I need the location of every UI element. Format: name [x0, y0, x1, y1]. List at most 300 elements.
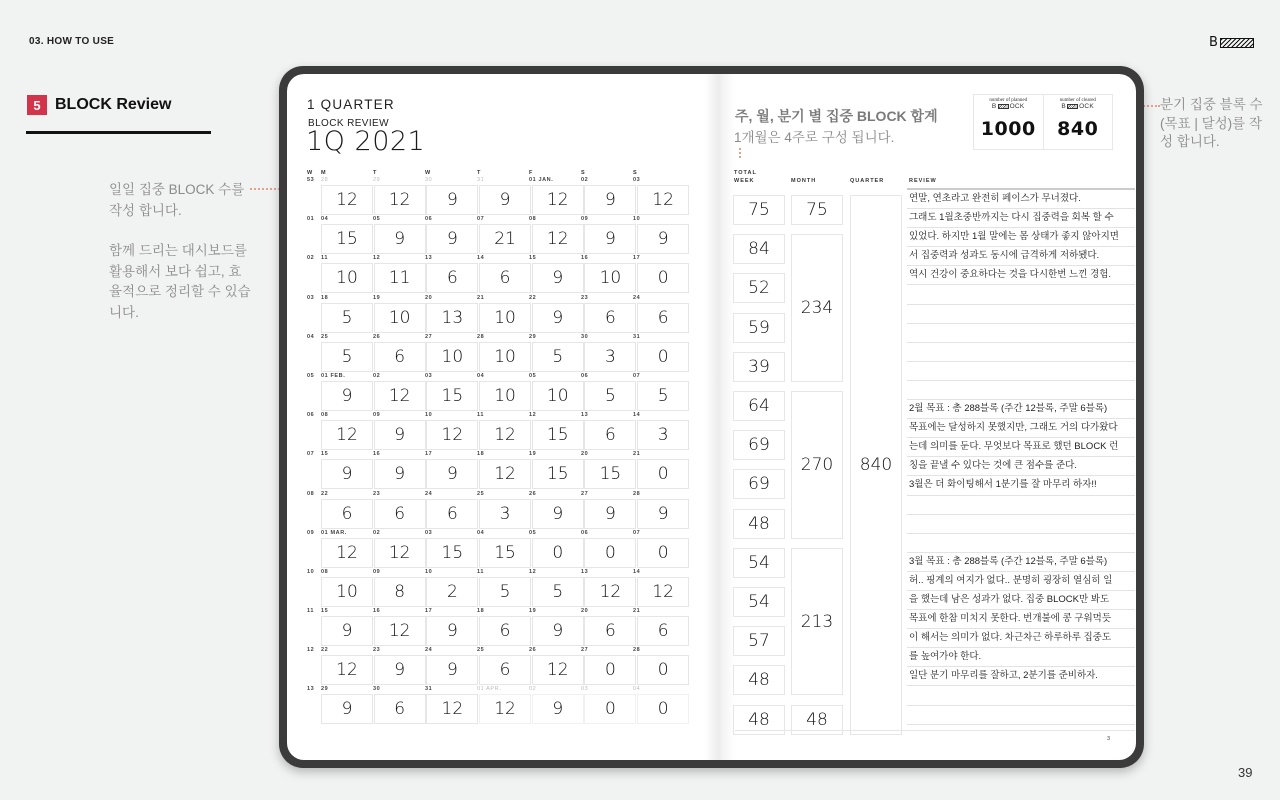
daily-block-count-cell[interactable]: 0 [584, 538, 636, 568]
daily-block-count-cell[interactable]: 12 [532, 224, 584, 254]
review-line[interactable]: 일단 분기 마무리를 잘하고, 2분기를 준비하자. [907, 667, 1135, 686]
review-line[interactable] [907, 362, 1135, 381]
date-label: 17 [633, 255, 641, 262]
calendar-week-row [307, 686, 690, 725]
date-label: 10 [425, 568, 433, 575]
daily-block-count-cell[interactable]: 6 [637, 303, 689, 333]
date-label: 29 [321, 686, 329, 693]
daily-block-count-cell[interactable]: 9 [532, 303, 584, 333]
daily-block-count-cell[interactable]: 12 [321, 538, 373, 568]
review-line[interactable]: 연말, 연초라고 완전히 페이스가 무너졌다. [907, 190, 1135, 209]
week-total-cell[interactable]: 52 [733, 273, 785, 303]
block-count-row [321, 694, 690, 724]
day-header: W [425, 170, 431, 176]
cleared-blocks-stat [1043, 95, 1113, 149]
daily-block-count-cell[interactable]: 0 [584, 694, 636, 724]
date-label: 18 [477, 608, 485, 615]
review-line[interactable] [907, 285, 1135, 304]
daily-block-count-cell[interactable]: 5 [321, 303, 373, 333]
daily-block-count-cell[interactable]: 5 [532, 342, 584, 372]
daily-block-count-cell[interactable]: 5 [321, 342, 373, 372]
date-label: 21 [477, 294, 485, 301]
daily-block-count-cell[interactable]: 12 [374, 381, 426, 411]
daily-block-count-cell[interactable]: 12 [479, 459, 531, 489]
daily-block-count-cell[interactable]: 9 [584, 185, 636, 215]
totals-subtitle: 1개월은 4주로 구성 됩니다. [734, 130, 895, 145]
quarter-stats-box [973, 94, 1113, 150]
page-gutter [705, 74, 735, 760]
daily-block-count-cell[interactable]: 6 [426, 263, 478, 293]
calendar-week-row [307, 255, 690, 294]
review-line[interactable] [907, 324, 1135, 343]
daily-block-count-cell[interactable]: 10 [321, 263, 373, 293]
week-number: 01 [307, 216, 315, 223]
quarter-label: 1 QUARTER [307, 97, 395, 112]
review-line[interactable] [907, 305, 1135, 324]
review-line[interactable]: 칭을 끝낼 수 있다는 것에 큰 점수를 준다. [907, 457, 1135, 476]
daily-block-count-cell[interactable]: 11 [374, 263, 426, 293]
daily-block-count-cell[interactable]: 10 [479, 342, 531, 372]
daily-block-count-cell[interactable]: 12 [374, 538, 426, 568]
date-label: 19 [529, 451, 537, 458]
daily-block-count-cell[interactable]: 9 [374, 224, 426, 254]
month-total-cell[interactable]: 48 [791, 705, 843, 735]
daily-block-count-cell[interactable]: 9 [637, 499, 689, 529]
date-label: 27 [425, 333, 433, 340]
daily-block-count-cell[interactable]: 9 [374, 655, 426, 685]
daily-block-count-cell[interactable]: 0 [637, 694, 689, 724]
date-label: 24 [425, 490, 433, 497]
date-label: 01 MAR. [321, 529, 347, 536]
quarter-title: 1Q 2021 [306, 126, 426, 157]
date-label: 21 [633, 451, 641, 458]
review-line[interactable] [907, 343, 1135, 362]
week-number: 09 [307, 529, 315, 536]
date-label: 16 [581, 255, 589, 262]
date-label: 30 [581, 333, 589, 340]
review-line[interactable]: 역시 건강이 중요하다는 것을 다시한번 느낀 경험. [907, 266, 1135, 285]
daily-block-count-cell[interactable]: 6 [584, 420, 636, 450]
block-count-row [321, 538, 690, 568]
daily-block-count-cell[interactable]: 6 [374, 342, 426, 372]
page-number: 39 [1238, 765, 1253, 780]
weekly-calendar [307, 170, 690, 726]
review-line[interactable]: 3월 목표 : 총 288블록 (주간 12블록, 주말 6블록) [907, 553, 1135, 572]
daily-block-count-cell[interactable]: 5 [637, 381, 689, 411]
date-label: 23 [581, 294, 589, 301]
calendar-week-row [307, 412, 690, 451]
day-header: T [477, 170, 481, 176]
week-number-header: W [307, 170, 313, 176]
daily-block-count-cell[interactable]: 9 [374, 420, 426, 450]
title-underline [26, 131, 211, 134]
date-label: 20 [581, 608, 589, 615]
daily-block-count-cell[interactable]: 10 [532, 381, 584, 411]
week-number: 06 [307, 412, 315, 419]
date-label: 24 [425, 647, 433, 654]
calendar-week-row [307, 334, 690, 373]
page-footer-rule [735, 730, 1135, 731]
daily-block-count-cell[interactable]: 15 [584, 459, 636, 489]
daily-block-count-cell[interactable]: 9 [532, 616, 584, 646]
daily-block-count-cell[interactable]: 12 [321, 185, 373, 215]
date-label: 25 [477, 490, 485, 497]
date-label: 06 [581, 529, 589, 536]
annotation-text: 일일 집중 BLOCK 수를 작성 합니다. [109, 182, 245, 218]
block-count-row [321, 381, 690, 411]
date-label: 30 [425, 177, 433, 183]
daily-block-count-cell[interactable]: 9 [321, 459, 373, 489]
tablet-frame [279, 66, 1144, 768]
week-total-cell[interactable]: 69 [733, 469, 785, 499]
week-number: 13 [307, 686, 315, 693]
brand-b: B [991, 103, 997, 110]
review-line[interactable] [907, 534, 1135, 553]
date-label: 07 [477, 216, 485, 223]
day-header: T [373, 170, 377, 176]
daily-block-count-cell[interactable]: 2 [426, 577, 478, 607]
daily-block-count-cell[interactable]: 3 [637, 420, 689, 450]
daily-block-count-cell[interactable]: 12 [637, 185, 689, 215]
date-label: 24 [633, 294, 641, 301]
review-line[interactable] [907, 515, 1135, 534]
block-count-row [321, 577, 690, 607]
calendar-week-row [307, 216, 690, 255]
daily-block-count-cell[interactable]: 9 [479, 185, 531, 215]
month-total-cell[interactable]: 270 [791, 391, 843, 539]
date-label: 09 [581, 216, 589, 223]
date-label: 28 [477, 333, 485, 340]
planner-page-number: 3 [1107, 736, 1111, 742]
daily-block-count-cell[interactable]: 15 [321, 224, 373, 254]
daily-block-count-cell[interactable]: 9 [374, 459, 426, 489]
daily-block-count-cell[interactable]: 9 [321, 694, 373, 724]
block-count-row [321, 185, 690, 215]
date-label: 20 [425, 294, 433, 301]
daily-block-count-cell[interactable]: 5 [584, 381, 636, 411]
date-label: 12 [529, 412, 537, 419]
date-label: 28 [633, 647, 641, 654]
date-label: 09 [373, 568, 381, 575]
week-total-cell[interactable]: 48 [733, 509, 785, 539]
block-review-label: BLOCK REVIEW [308, 118, 389, 129]
daily-block-count-cell[interactable]: 0 [584, 655, 636, 685]
week-total-cell[interactable]: 48 [733, 665, 785, 695]
daily-block-count-cell[interactable]: 12 [532, 655, 584, 685]
week-number: 02 [307, 255, 315, 262]
daily-block-count-cell[interactable]: 6 [426, 499, 478, 529]
review-line[interactable]: 그래도 1월초중반까지는 다시 집중력을 회복 할 수 [907, 209, 1135, 228]
week-total-cell[interactable]: 75 [733, 195, 785, 225]
review-line[interactable] [907, 686, 1135, 705]
daily-block-count-cell[interactable]: 6 [479, 655, 531, 685]
daily-block-count-cell[interactable]: 6 [584, 616, 636, 646]
date-label: 01 FEB. [321, 372, 346, 379]
date-label: 02 [529, 686, 537, 693]
review-line[interactable] [907, 706, 1135, 725]
review-line[interactable]: 허.. 핑계의 여지가 없다.. 분명히 굉장히 열심히 일 [907, 572, 1135, 591]
daily-block-count-cell[interactable]: 10 [584, 263, 636, 293]
date-label: 10 [425, 412, 433, 419]
daily-block-count-cell[interactable]: 21 [479, 224, 531, 254]
daily-block-count-cell[interactable]: 9 [321, 381, 373, 411]
block-count-row [321, 224, 690, 254]
stat-value[interactable]: 1000 [980, 118, 1036, 140]
hatch-icon [998, 104, 1009, 109]
brand-logo [1209, 36, 1254, 49]
week-total-cell[interactable]: 59 [733, 313, 785, 343]
review-line[interactable]: 3월은 더 화이팅해서 1분기를 잘 마무리 하자!! [907, 476, 1135, 495]
calendar-week-row [307, 530, 690, 569]
daily-block-count-cell[interactable]: 0 [637, 459, 689, 489]
date-row [307, 686, 690, 694]
week-total-cell[interactable]: 54 [733, 548, 785, 578]
daily-block-count-cell[interactable]: 12 [321, 655, 373, 685]
daily-block-count-cell[interactable]: 9 [321, 616, 373, 646]
date-label: 13 [581, 412, 589, 419]
daily-block-count-cell[interactable]: 3 [584, 342, 636, 372]
date-label: 02 [373, 529, 381, 536]
week-total-cell[interactable]: 84 [733, 234, 785, 264]
brand-b: B [1061, 103, 1067, 110]
daily-block-count-cell[interactable]: 10 [374, 303, 426, 333]
daily-block-count-cell[interactable]: 12 [321, 420, 373, 450]
daily-block-count-cell[interactable]: 10 [479, 303, 531, 333]
date-label: 31 [425, 686, 433, 693]
daily-block-count-cell[interactable]: 6 [584, 303, 636, 333]
daily-block-count-cell[interactable]: 12 [426, 420, 478, 450]
date-label: 22 [321, 647, 329, 654]
date-label: 13 [581, 568, 589, 575]
month-total-cell[interactable]: 234 [791, 234, 843, 382]
daily-block-count-cell[interactable]: 6 [479, 263, 531, 293]
calendar-week-row [307, 569, 690, 608]
date-label: 19 [529, 608, 537, 615]
hatch-icon [1220, 38, 1254, 48]
date-label: 17 [425, 451, 433, 458]
daily-block-count-cell[interactable]: 6 [374, 694, 426, 724]
week-total-cell[interactable]: 48 [733, 705, 785, 735]
daily-block-count-cell[interactable]: 15 [479, 538, 531, 568]
date-label: 03 [425, 372, 433, 379]
daily-block-count-cell[interactable]: 6 [637, 616, 689, 646]
quarter-total-cell[interactable]: 840 [850, 195, 902, 735]
daily-block-count-cell[interactable]: 0 [637, 655, 689, 685]
stat-label: number of cleared [1059, 98, 1096, 103]
date-row [307, 255, 690, 263]
date-label: 27 [581, 647, 589, 654]
week-number: 03 [307, 294, 315, 301]
block-brand-mark [1061, 103, 1094, 110]
daily-block-count-cell[interactable]: 0 [637, 263, 689, 293]
week-header: WEEK [734, 178, 755, 184]
calendar-week-row [307, 177, 690, 216]
right-annotation: 분기 집중 블록 수 (목표 | 달성)를 작성 합니다. [1160, 97, 1263, 149]
date-label: 14 [633, 412, 641, 419]
daily-block-count-cell[interactable]: 15 [532, 459, 584, 489]
daily-block-count-cell[interactable]: 3 [479, 499, 531, 529]
date-label: 11 [477, 412, 485, 419]
daily-block-count-cell[interactable]: 15 [426, 538, 478, 568]
date-label: 12 [529, 568, 537, 575]
week-number: 04 [307, 333, 315, 340]
date-label: 09 [373, 412, 381, 419]
week-total-cell[interactable]: 39 [733, 352, 785, 382]
step-badge: 5 [27, 95, 47, 115]
block-count-row [321, 303, 690, 333]
daily-block-count-cell[interactable]: 12 [374, 185, 426, 215]
brand-suffix: OCK [1009, 103, 1025, 110]
daily-block-count-cell[interactable]: 8 [374, 577, 426, 607]
stat-value[interactable]: 840 [1057, 118, 1099, 140]
date-label: 05 [529, 529, 537, 536]
date-label: 12 [373, 255, 381, 262]
date-label: 27 [581, 490, 589, 497]
daily-block-count-cell[interactable]: 12 [637, 577, 689, 607]
daily-block-count-cell[interactable]: 12 [374, 616, 426, 646]
date-label: 26 [373, 333, 381, 340]
review-line[interactable]: 을 했는데 남은 성과가 없다. 집중 BLOCK만 봐도 [907, 591, 1135, 610]
date-label: 14 [633, 568, 641, 575]
date-label: 08 [529, 216, 537, 223]
date-label: 19 [373, 294, 381, 301]
daily-block-count-cell[interactable]: 9 [532, 694, 584, 724]
week-number: 08 [307, 490, 315, 497]
daily-block-count-cell[interactable]: 15 [532, 420, 584, 450]
review-line[interactable]: 를 높여가야 한다. [907, 648, 1135, 667]
block-count-row [321, 499, 690, 529]
daily-block-count-cell[interactable]: 6 [321, 499, 373, 529]
date-label: 07 [633, 529, 641, 536]
review-line[interactable] [907, 496, 1135, 515]
daily-block-count-cell[interactable]: 9 [584, 224, 636, 254]
date-label: 01 JAN. [529, 177, 554, 183]
date-label: 25 [321, 333, 329, 340]
daily-block-count-cell[interactable]: 10 [426, 342, 478, 372]
month-total-cell[interactable]: 213 [791, 548, 843, 696]
date-label: 15 [529, 255, 537, 262]
daily-block-count-cell[interactable]: 9 [426, 655, 478, 685]
date-label: 28 [321, 177, 329, 183]
date-label: 31 [633, 333, 641, 340]
daily-block-count-cell[interactable]: 13 [426, 303, 478, 333]
date-label: 02 [581, 177, 589, 183]
date-label: 08 [321, 412, 329, 419]
daily-block-count-cell[interactable]: 9 [584, 499, 636, 529]
date-label: 31 [477, 177, 485, 183]
review-line[interactable]: 목표에는 달성하지 못했지만, 그래도 거의 다가왔다 [907, 419, 1135, 438]
daily-block-count-cell[interactable]: 12 [479, 420, 531, 450]
date-label: 05 [529, 372, 537, 379]
date-label: 26 [529, 490, 537, 497]
review-line[interactable] [907, 381, 1135, 400]
stat-label: number of planned [989, 98, 1028, 103]
date-label: 29 [373, 177, 381, 183]
review-line[interactable]: 서 집중력과 성과도 동시에 급격하게 저하됐다. [907, 247, 1135, 266]
left-annotation [109, 180, 254, 323]
date-label: 06 [581, 372, 589, 379]
date-label: 01 APR. [477, 686, 502, 693]
brand-letter: B [1209, 35, 1218, 50]
date-label: 25 [477, 647, 485, 654]
date-label: 07 [633, 372, 641, 379]
date-label: 16 [373, 608, 381, 615]
date-label: 15 [321, 451, 329, 458]
daily-block-count-cell[interactable]: 6 [374, 499, 426, 529]
date-label: 10 [633, 216, 641, 223]
week-number: 11 [307, 608, 315, 615]
date-row [307, 451, 690, 459]
review-notes [907, 188, 1135, 725]
review-line[interactable]: 2월 목표 : 총 288블록 (주간 12블록, 주말 6블록) [907, 400, 1135, 419]
week-total-cell[interactable]: 64 [733, 391, 785, 421]
week-number: 53 [307, 177, 315, 183]
date-row [307, 216, 690, 224]
calendar-week-row [307, 608, 690, 647]
review-line[interactable]: 는데 의미를 둔다. 무엇보다 목표로 했던 BLOCK 런 [907, 438, 1135, 457]
daily-block-count-cell[interactable]: 0 [637, 538, 689, 568]
date-label: 03 [425, 529, 433, 536]
daily-block-count-cell[interactable]: 10 [321, 577, 373, 607]
review-header: REVIEW [909, 178, 937, 184]
date-label: 23 [373, 647, 381, 654]
daily-block-count-cell[interactable]: 15 [426, 381, 478, 411]
daily-block-count-cell[interactable]: 5 [479, 577, 531, 607]
date-label: 15 [321, 608, 329, 615]
block-count-row [321, 263, 690, 293]
daily-block-count-cell[interactable]: 0 [532, 538, 584, 568]
week-total-cell[interactable]: 54 [733, 587, 785, 617]
month-total-cell[interactable]: 75 [791, 195, 843, 225]
date-row [307, 608, 690, 616]
date-label: 20 [581, 451, 589, 458]
daily-block-count-cell[interactable]: 5 [532, 577, 584, 607]
date-label: 04 [321, 216, 329, 223]
date-label: 06 [425, 216, 433, 223]
daily-block-count-cell[interactable]: 9 [426, 459, 478, 489]
daily-block-count-cell[interactable]: 12 [532, 185, 584, 215]
daily-block-count-cell[interactable]: 12 [584, 577, 636, 607]
daily-block-count-cell[interactable]: 9 [637, 224, 689, 254]
calendar-week-row [307, 647, 690, 686]
daily-block-count-cell[interactable]: 0 [637, 342, 689, 372]
date-row [307, 530, 690, 538]
planner-screen [287, 74, 1136, 760]
date-label: 16 [373, 451, 381, 458]
review-line[interactable]: 목표에 한참 미치지 못한다. 번개불에 콩 구워먹듯 [907, 610, 1135, 629]
date-label: 11 [477, 568, 485, 575]
calendar-week-row [307, 373, 690, 412]
daily-block-count-cell[interactable]: 12 [479, 694, 531, 724]
daily-block-count-cell[interactable]: 6 [479, 616, 531, 646]
daily-block-count-cell[interactable]: 9 [426, 224, 478, 254]
week-total-cell[interactable]: 69 [733, 430, 785, 460]
date-label: 18 [321, 294, 329, 301]
daily-block-count-cell[interactable]: 9 [426, 185, 478, 215]
week-total-cell[interactable]: 57 [733, 626, 785, 656]
review-line[interactable]: 있었다. 하지만 1월 말에는 몸 상태가 좋지 않아지면 [907, 228, 1135, 247]
daily-block-count-cell[interactable]: 12 [426, 694, 478, 724]
daily-block-count-cell[interactable]: 10 [479, 381, 531, 411]
week-number: 12 [307, 647, 315, 654]
total-header: TOTAL [734, 170, 757, 176]
section-title [27, 95, 171, 115]
review-line[interactable]: 이 해서는 의미가 없다. 차근차근 하루하루 집중도 [907, 629, 1135, 648]
daily-block-count-cell[interactable]: 9 [426, 616, 478, 646]
date-label: 28 [633, 490, 641, 497]
daily-block-count-cell[interactable]: 9 [532, 499, 584, 529]
daily-block-count-cell[interactable]: 9 [532, 263, 584, 293]
